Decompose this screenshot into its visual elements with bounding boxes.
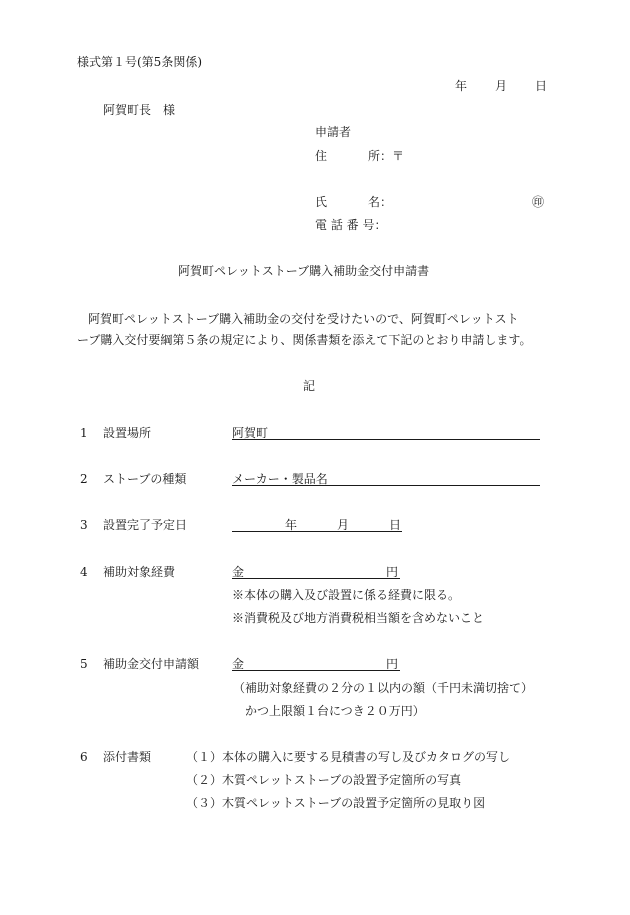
item-2-value: メーカー・製品名	[232, 472, 328, 486]
item-5-yen: 円	[386, 657, 399, 671]
item-4-note-1: ※本体の購入及び設置に係る経費に限る。	[232, 588, 461, 602]
item-5-underline	[232, 670, 400, 671]
date-day-label: 日	[535, 79, 548, 93]
item-1-value: 阿賀町	[232, 426, 269, 440]
item-2-underline	[232, 485, 540, 486]
item-4-underline	[232, 578, 400, 579]
addressee: 阿賀町長 様	[103, 103, 176, 117]
item-3-day: 日	[389, 518, 402, 532]
item-3-underline	[232, 531, 402, 532]
item-5-number: 5	[80, 657, 88, 671]
body-line-2: ーブ購入交付要綱第５条の規定により、関係書類を添えて下記のとおり申請します。	[77, 333, 532, 347]
name-label: 氏	[315, 195, 328, 209]
item-2-number: 2	[80, 472, 88, 486]
item-6-number: 6	[80, 750, 88, 764]
item-3-number: 3	[80, 518, 88, 532]
body-line-1: 阿賀町ペレットストーブ購入補助金の交付を受けたいので、阿賀町ペレットスト	[88, 312, 519, 326]
seal-mark: ㊞	[532, 195, 545, 209]
item-6-label: 添付書類	[103, 750, 152, 764]
item-1-label: 設置場所	[103, 426, 152, 440]
date-year-label: 年	[455, 79, 468, 93]
item-4-note-2: ※消費税及び地方消費税相当額を含めないこと	[232, 611, 485, 625]
phone-label: 電 話 番 号：	[315, 218, 387, 232]
item-1-number: 1	[80, 426, 88, 440]
name-label-suffix: 名：	[368, 195, 393, 209]
item-3-month: 月	[337, 518, 350, 532]
address-label: 住	[315, 149, 328, 163]
attachment-2: （２）木質ペレットストーブの設置予定箇所の写真	[186, 773, 462, 787]
attachment-3: （３）木質ペレットストーブの設置予定箇所の見取り図	[186, 796, 486, 810]
document-title: 阿賀町ペレットストーブ購入補助金交付申請書	[178, 264, 430, 278]
item-1-underline	[232, 439, 540, 440]
item-4-number: 4	[80, 565, 88, 579]
attachment-1: （１）本体の購入に要する見積書の写し及びカタログの写し	[186, 750, 511, 764]
date-month-label: 月	[495, 79, 508, 93]
item-4-yen: 円	[386, 565, 399, 579]
item-2-label: ストーブの種類	[103, 472, 187, 486]
ki-heading: 記	[303, 379, 316, 393]
item-4-label: 補助対象経費	[103, 565, 176, 579]
address-label-suffix: 所：〒	[368, 149, 405, 163]
item-5-label: 補助金交付申請額	[103, 657, 200, 671]
applicant-heading: 申請者	[315, 125, 352, 139]
item-3-year: 年	[285, 518, 298, 532]
item-5-kin: 金	[232, 657, 245, 671]
item-5-note-1: （補助対象経費の２分の１以内の額（千円未満切捨て）	[233, 681, 534, 695]
form-number: 様式第１号(第5条関係)	[77, 55, 202, 69]
item-4-kin: 金	[232, 565, 245, 579]
item-5-note-2: かつ上限額１台につき２０万円）	[245, 704, 425, 718]
item-3-label: 設置完了予定日	[103, 518, 188, 532]
